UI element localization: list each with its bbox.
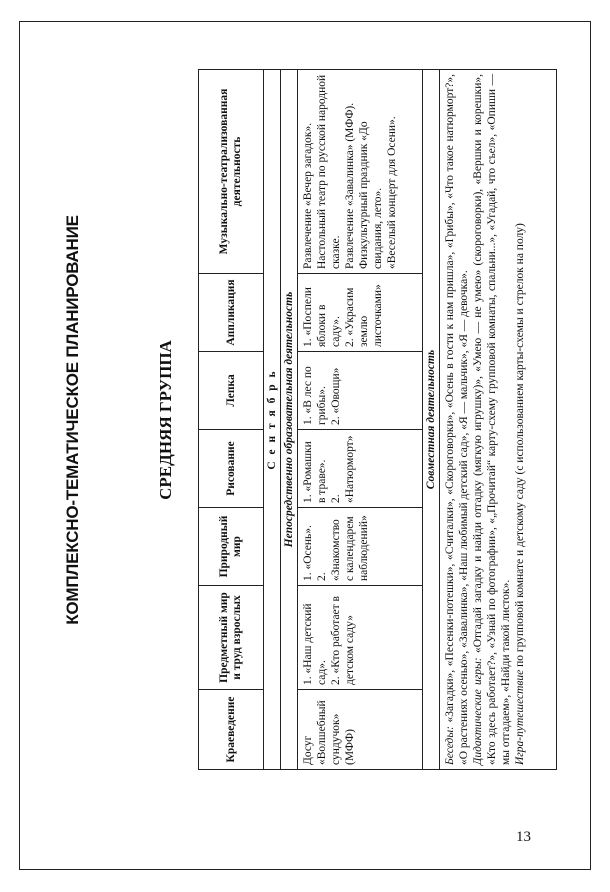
cell-item: Досуг «Волшебный сундучок» (МФФ) xyxy=(302,700,356,765)
cell-item: Развлечение «Вечер загадок». xyxy=(302,122,314,269)
joint-activity-cell xyxy=(440,70,557,770)
cell-item: Физкультурный праздник «До свидания, лето». xyxy=(358,121,384,269)
cell-item: 1. «Ромашки в траве». xyxy=(302,441,328,503)
cell-item: «Веселый концерт для Осени». xyxy=(386,116,398,269)
cell-music-theatre xyxy=(298,70,423,274)
section-direct-label: Непосредственно образовательная деятельность xyxy=(281,70,298,770)
trip-label: Игра-путешествие xyxy=(514,669,526,765)
page-number: 13 xyxy=(516,829,531,845)
column-header: Музыкально-театрализованная деятельность xyxy=(199,70,264,274)
column-header: Лепка xyxy=(199,352,264,430)
table-header-row xyxy=(199,70,264,770)
month-row xyxy=(264,70,281,770)
cell-local-history xyxy=(298,690,423,770)
column-header: Природный мир xyxy=(199,508,264,586)
talks-text: «Загадки», «Песенки-потешки», «Считалки», «Скороговорки», «Осень в гости к нам пришла», «Грибы», «Что такое натюрморт?», «О растениях осенью», «Завалинка», «Наш любимый детский сад», «Я — мальчик», «Я — девочка». xyxy=(444,74,470,765)
section-row xyxy=(423,70,440,770)
column-header: Предметный мир и труд взрослых xyxy=(199,586,264,690)
cell-item: 2. «Натюрморт» xyxy=(330,435,356,503)
cell-item: 1. «Поспели яблоки в саду». xyxy=(302,287,342,347)
cell-item: 1. «Наш детский сад». xyxy=(302,603,328,685)
section-joint-label: Совместная деятельность xyxy=(423,70,440,770)
cell-modeling xyxy=(298,352,423,430)
cell-object-world xyxy=(298,586,423,690)
talks-label: Беседы: xyxy=(444,726,456,765)
cell-item: 2. «Украсим землю листочками» xyxy=(344,284,384,347)
column-header: Рисование xyxy=(199,430,264,508)
group-title: СРЕДНЯЯ ГРУППА xyxy=(156,340,175,500)
cell-item: 2. «Кто работает в детском саду» xyxy=(330,596,356,685)
cell-item: 2. «Знакомство с календарем наблюдений» xyxy=(316,515,370,581)
column-header: Аппликация xyxy=(199,274,264,352)
cell-item: 1. «Осень». xyxy=(302,525,314,581)
month-label: С е н т я б р ь xyxy=(264,70,281,770)
trip-text: по групповой комнате и детскому саду (с использованием карты-схемы и стрелок на полу) xyxy=(514,223,526,670)
games-text: «Отгадай загадку и найди отгадку (мягкую игрушку)», «Умею — не умею» (скороговорки), «Вершки и корешки», «Кто здесь работает?», «Узнай по фотографии», «„Прочитай“ карту-схему групповой комнаты, спальни...», «Угадай, что съел», «Опиши — мы отгадаем», «Найди такой листок». xyxy=(472,74,512,765)
cell-applique xyxy=(298,274,423,352)
planning-table xyxy=(198,69,557,770)
games-label: Дидактические игры: xyxy=(472,657,484,765)
section-row xyxy=(281,70,298,770)
cell-item: 2. «Овощи» xyxy=(330,367,342,425)
table-row xyxy=(298,70,423,770)
cell-drawing xyxy=(298,430,423,508)
column-header: Краеведение xyxy=(199,690,264,770)
rotated-content xyxy=(61,70,541,770)
cell-item: Настольный театр по русской народной сказке. xyxy=(316,74,342,269)
cell-nature xyxy=(298,508,423,586)
cell-item: 1. «В лес по грибы». xyxy=(302,366,328,425)
page-title: КОМПЛЕКСНО-ТЕМАТИЧЕСКОЕ ПЛАНИРОВАНИЕ xyxy=(63,215,82,625)
cell-item: Развлечение «Завалинка» (МФФ). xyxy=(344,102,356,269)
joint-activity-row xyxy=(440,70,557,770)
